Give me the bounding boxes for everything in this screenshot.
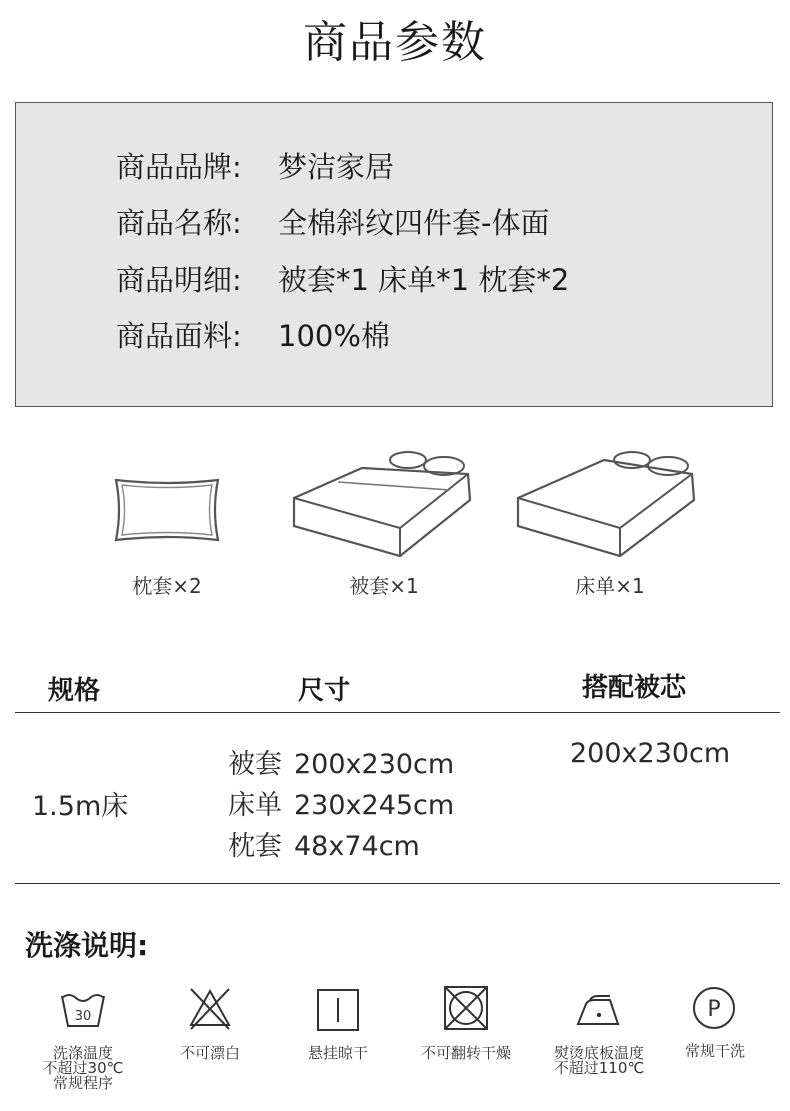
info-label: 商品名称:	[116, 206, 242, 240]
info-row-name	[116, 201, 549, 242]
iron-icon	[574, 994, 622, 1028]
dry-clean-badge: P	[707, 997, 721, 1022]
info-value: 被套*1 床单*1 枕套*2	[278, 263, 570, 297]
product-info-panel	[15, 102, 773, 407]
wash-30-icon	[60, 992, 106, 1028]
care-caption: 悬挂晾干	[307, 1044, 368, 1062]
pillowcase-icon	[108, 474, 226, 546]
line-dry-icon	[316, 988, 360, 1032]
dry-clean-icon	[691, 985, 737, 1031]
table-divider-top	[15, 712, 780, 713]
table-header-core: 搭配被芯	[582, 673, 687, 703]
pictogram-caption: 被套×1	[349, 574, 419, 598]
care-caption: 洗涤温度 不超过30℃ 常规程序	[42, 1044, 124, 1092]
info-row-fabric	[116, 314, 390, 355]
size-value: 230x245cm	[294, 790, 455, 821]
pictogram-caption: 床单×1	[575, 574, 645, 598]
size-name: 枕套	[228, 831, 282, 862]
duvet-cover-bed-icon	[290, 448, 476, 558]
no-tumble-dry-icon	[443, 985, 489, 1031]
spec-cell: 1.5m床	[32, 791, 129, 822]
size-row	[228, 783, 454, 822]
no-bleach-icon	[187, 985, 233, 1031]
size-value: 48x74cm	[294, 831, 420, 862]
size-row	[228, 742, 454, 781]
core-cell: 200x230cm	[570, 738, 731, 769]
care-caption: 不可翻转干燥	[420, 1044, 511, 1062]
size-value: 200x230cm	[294, 749, 455, 780]
info-value: 100%棉	[278, 319, 390, 353]
pictogram-caption: 枕套×2	[132, 574, 202, 598]
care-caption: 熨烫底板温度 不超过110℃	[553, 1044, 645, 1077]
info-value: 全棉斜纹四件套-体面	[278, 206, 550, 240]
table-header-size: 尺寸	[298, 676, 351, 706]
care-caption: 常规干洗	[684, 1042, 745, 1060]
info-label: 商品品牌:	[116, 150, 242, 184]
info-label: 商品面料:	[116, 319, 242, 353]
size-name: 被套	[228, 749, 282, 780]
table-divider-bottom	[15, 883, 780, 884]
bed-sheet-icon	[514, 448, 700, 558]
info-value: 梦洁家居	[278, 150, 395, 184]
care-caption: 不可漂白	[179, 1044, 240, 1062]
size-name: 床单	[228, 790, 282, 821]
page-title: 商品参数	[303, 17, 487, 68]
size-row	[228, 824, 420, 863]
wash-title: 洗涤说明:	[25, 929, 149, 962]
info-label: 商品明细:	[116, 263, 242, 297]
table-header-spec: 规格	[48, 676, 101, 706]
info-row-brand	[116, 145, 394, 186]
info-row-detail	[116, 258, 569, 299]
wash-temp-badge: 30	[74, 1009, 92, 1024]
